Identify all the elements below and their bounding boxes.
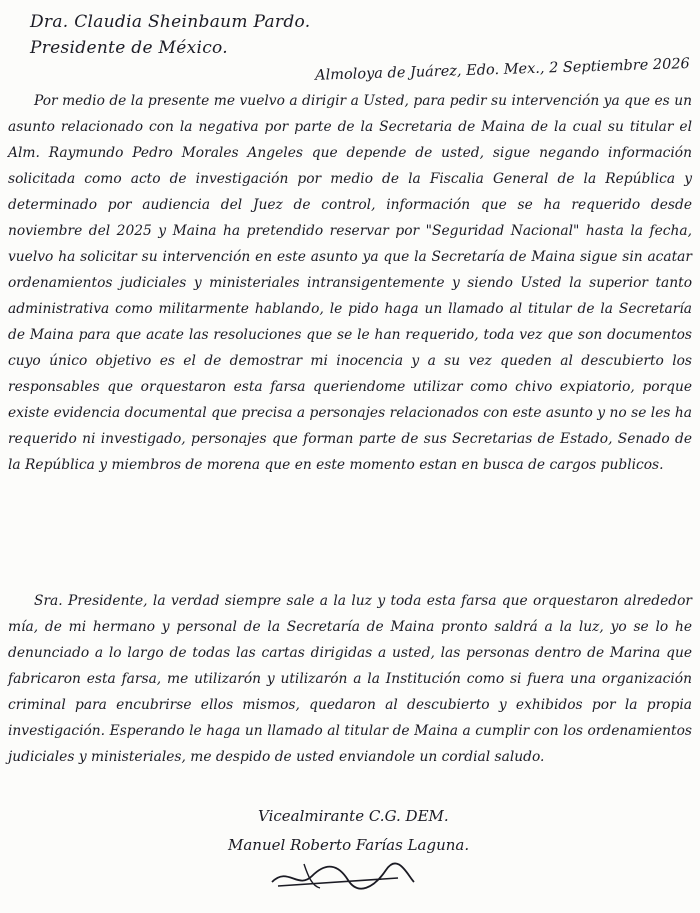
place-date: Almoloya de Juárez, Edo. Mex., 2 Septiembre 2026 — [315, 56, 691, 84]
recipient-title: Presidente de México. — [30, 38, 228, 58]
signature-scribble — [268, 856, 418, 892]
recipient-name: Dra. Claudia Sheinbaum Pardo. — [30, 12, 311, 32]
signature-rank: Vicealmirante C.G. DEM. — [258, 807, 449, 825]
signature-name: Manuel Roberto Farías Laguna. — [228, 836, 470, 854]
body-paragraph-1: Por medio de la presente me vuelvo a dirigir a Usted, para pedir su intervención ya que es un asunto relacionado con la negativa por parte de la Secretaria de Maina de la cual su titular el Alm. Raymundo Pedro Morales Angeles que depende de usted, sigue negando información solicitada como acto de investigación por medio de la Fiscalia General de la República y determinado por audiencia del Juez de control, información que se ha requerido desde noviembre del 2025 y Maina ha pretendido reservar por "Seguridad Nacional" hasta la fecha, vuelvo ha solicitar su intervención en este asunto ya que la Secretaría de Maina sigue sin acatar ordenamientos judiciales y ministeriales intransigentemente y siendo Usted la superior tanto administrativa como militarmente hablando, le pido haga un llamado al titular de la Secretaría de Maina para que acate las resoluciones que se le han requerido, toda vez que son documentos cuyo único objetivo es el de demostrar mi inocencia y a su vez queden al descubierto los responsables que orquestaron esta farsa queriendome utilizar como chivo expiatorio, porque existe evidencia documental que precisa a personajes relacionados con este asunto y no se les ha requerido ni investigado, personajes que forman parte de sus Secretarias de Estado, Senado de la República y miembros de morena que en este momento estan en busca de cargos publicos. — [8, 93, 692, 473]
body-paragraph-2: Sra. Presidente, la verdad siempre sale a la luz y toda esta farsa que orquestaron alrededor mía, de mi hermano y personal de la Secretaría de Maina pronto saldrá a la luz, yo se lo he denunciado a lo largo de todas las cartas dirigidas a usted, las personas dentro de Marina que fabricaron esta farsa, me utilizarón y utilizarón a la Institución como si fuera una organización criminal para encubrirse ellos mismos, quedaron al descubierto y exhibidos por la propia investigación. Esperando le haga un llamado al titular de Maina a cumplir con los ordenamientos judiciales y ministeriales, me despido de usted enviandole un cordial saludo. — [8, 593, 692, 765]
